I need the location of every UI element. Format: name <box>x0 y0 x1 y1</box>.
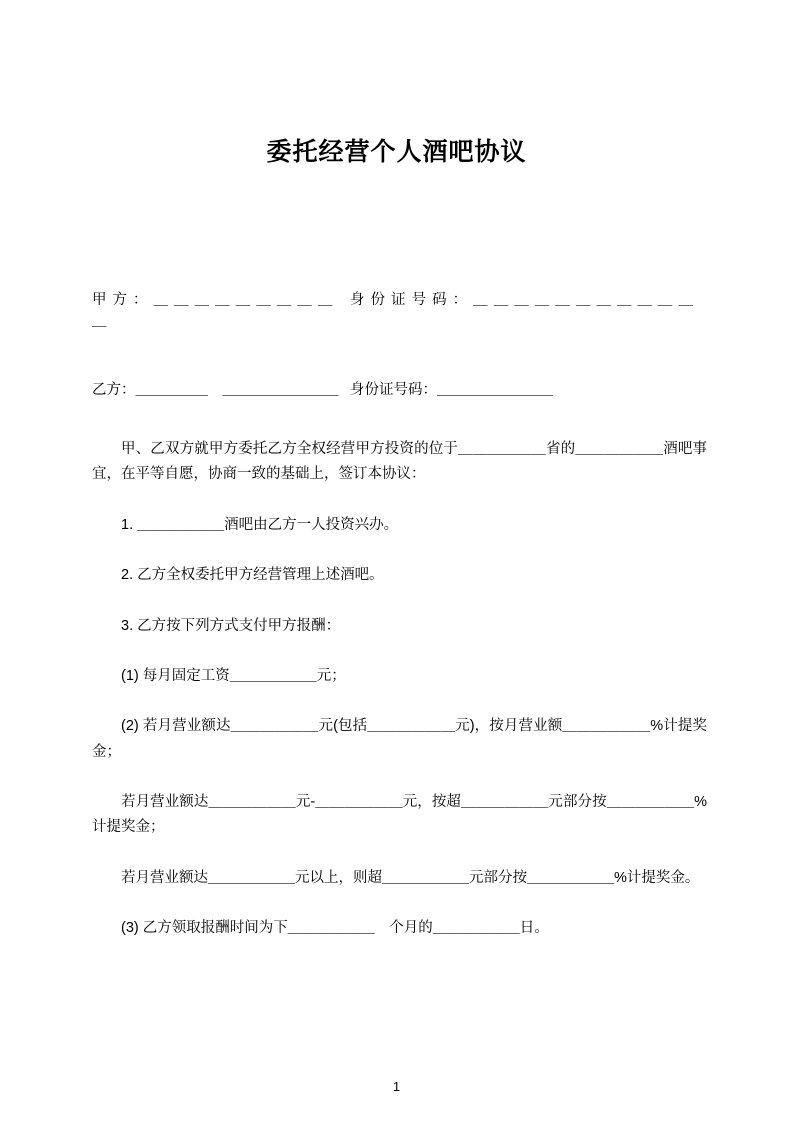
party-row-second <box>92 378 707 399</box>
party-b-label: 乙方：＿＿＿＿＿ ＿＿＿＿＿＿＿＿ <box>92 382 339 398</box>
clause-3-2: (2) 若月营业额达＿＿＿＿＿＿元(包括＿＿＿＿＿＿元)，按月营业额＿＿＿＿＿＿%计提奖金； <box>92 718 707 760</box>
party-b-id-label: 身份证号码：＿＿＿＿＿＿＿＿ <box>350 382 553 398</box>
clause-preamble: 甲、乙双方就甲方委托乙方全权经营甲方投资的位于＿＿＿＿＿＿省的＿＿＿＿＿＿酒吧事宜，在平等自愿，协商一致的基础上，签订本协议： <box>92 441 707 483</box>
clause-3-2-tier3: 若月营业额达＿＿＿＿＿＿元以上，则超＿＿＿＿＿＿元部分按＿＿＿＿＿＿%计提奖金。 <box>121 869 700 886</box>
clause-2: 2. 乙方全权委托甲方经营管理上述酒吧。 <box>121 567 384 584</box>
clause-3-3: (3) 乙方领取报酬时间为下＿＿＿＿＿＿ 个月的＿＿＿＿＿＿日。 <box>121 920 549 937</box>
clause-1: 1. ＿＿＿＿＿＿酒吧由乙方一人投资兴办。 <box>121 516 399 533</box>
document-body <box>92 288 707 967</box>
page-title: 委托经营个人酒吧协议 <box>266 138 527 166</box>
party-a-id-label: 身 份 证 号 码 ： ＿ ＿ ＿ ＿ ＿ ＿ ＿ ＿ ＿ ＿ ＿ <box>350 292 694 308</box>
clause-3: 3. 乙方按下列方式支付甲方报酬： <box>121 617 341 634</box>
clause-3-1: (1) 每月固定工资＿＿＿＿＿＿元； <box>121 667 346 684</box>
page-number: 1 <box>392 1079 401 1094</box>
party-a-label: 甲 方 ： ＿ ＿ ＿ ＿ ＿ ＿ ＿ ＿ ＿ ＿ <box>92 292 334 329</box>
clause-3-2-tier2: 若月营业额达＿＿＿＿＿＿元-＿＿＿＿＿＿元，按超＿＿＿＿＿＿元部分按＿＿＿＿＿＿%计提奖金； <box>92 794 707 836</box>
party-row-first <box>92 288 707 330</box>
